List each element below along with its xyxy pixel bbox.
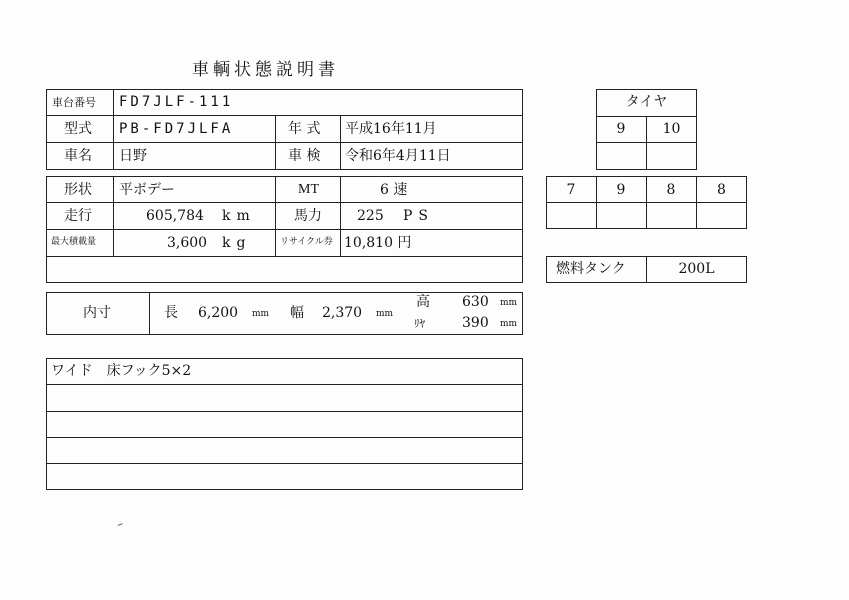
rear-unit: mm [500,319,518,329]
transmission-value: 6 速 [380,182,408,198]
mileage-label: 走行 [64,208,92,224]
chassis-number-value: FD7JLF-111 [119,94,234,110]
inspection-value: 令和6年4月11日 [345,148,451,164]
inner-dimensions-table [46,292,523,335]
length-unit: mm [252,309,270,319]
tire-rear-1: 7 [566,182,576,198]
year-label: 年 式 [288,121,321,137]
width-value: 2,370 [322,305,363,321]
transmission-label: MT [298,182,319,197]
maker-label: 車名 [64,148,92,164]
mileage-unit: km [222,208,256,224]
shape-value: 平ボデー [119,182,175,198]
year-value: 平成16年11月 [345,121,437,137]
fuel-tank-value: 200L [678,261,715,277]
model-label: 型式 [64,121,92,137]
length-label: 長 [164,305,178,321]
tire-front-left: 9 [616,121,626,137]
power-label: 馬力 [294,208,322,224]
power-value: 225 [357,208,384,224]
page-title: 車輌状態説明書 [192,60,339,80]
payload-value: 3,600 [167,235,208,251]
tire-header: タイヤ [625,94,668,110]
payload-label: 最大積載量 [51,237,97,247]
dimensions-label: 内寸 [83,305,111,321]
payload-unit: kg [222,235,252,251]
tire-rear-3: 8 [666,182,676,198]
width-unit: mm [376,309,394,319]
notes-row-1: ワイド 床フック5×2 [51,363,192,379]
length-value: 6,200 [198,305,239,321]
rear-label: ﾘﾔ [414,317,425,330]
recycle-label: リサイクル券 [280,237,333,247]
recycle-value: 10,810 円 [344,235,412,251]
scan-mark [118,523,124,528]
width-label: 幅 [290,305,304,321]
model-value: PB-FD7JLFA [119,121,234,137]
height-label: 高 [416,294,430,310]
height-unit: mm [500,298,518,308]
rear-value: 390 [462,315,489,331]
fuel-tank-label: 燃料タンク [556,261,626,277]
shape-label: 形状 [64,182,92,198]
chassis-number-label: 車台番号 [52,96,96,109]
power-unit: PS [403,208,435,224]
tire-rear-2: 9 [616,182,626,198]
mileage-value: 605,784 [146,208,204,224]
height-value: 630 [462,294,489,310]
basic-info-table [46,89,523,170]
maker-value: 日野 [119,148,147,164]
tire-front-right: 10 [662,121,681,137]
inspection-label: 車 検 [288,148,321,164]
tire-rear-4: 8 [717,182,726,198]
